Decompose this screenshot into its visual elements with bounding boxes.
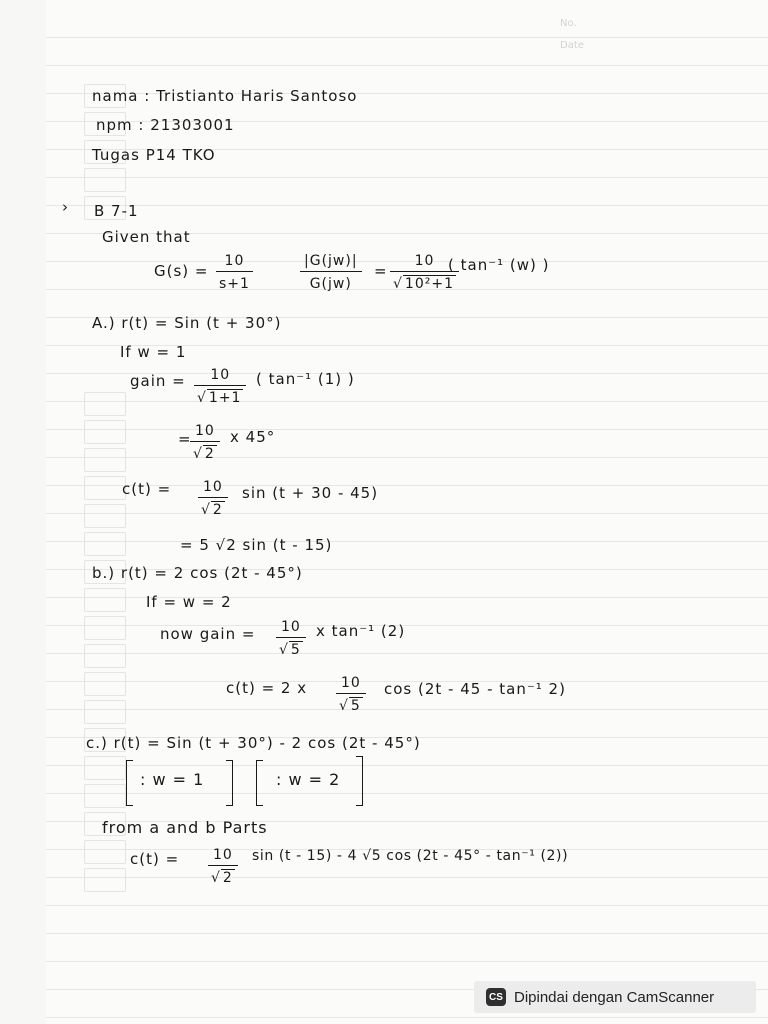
fraction-numerator: 10 xyxy=(414,253,435,269)
camscanner-logo-icon: CS xyxy=(486,988,506,1006)
right-bracket-2 xyxy=(356,756,363,806)
part-b-omega: If = w = 2 xyxy=(146,593,232,611)
fraction-denominator: 10²+1 xyxy=(404,276,454,292)
phase-expression: ( tan⁻¹ (w) ) xyxy=(448,256,550,274)
fraction-numerator: |G(jw)| xyxy=(304,253,358,269)
fraction-denominator: 2 xyxy=(222,870,233,886)
fraction-denominator: 1+1 xyxy=(208,390,242,406)
transfer-function-fraction xyxy=(216,252,253,293)
part-a-gain-phase: ( tan⁻¹ (1) ) xyxy=(256,370,355,388)
part-a-omega: If w = 1 xyxy=(120,343,187,361)
magnitude-fraction: 10 √ 10²+1 xyxy=(390,252,459,293)
fraction-denominator: 2 xyxy=(212,502,223,518)
no-field-label: No. xyxy=(560,18,577,29)
part-b-gain-fraction: 10 √ 5 xyxy=(276,618,306,659)
fraction-denominator: s+1 xyxy=(219,276,250,292)
part-a-output-label: c(t) = xyxy=(122,480,172,498)
part-b-gain-suffix: x tan⁻¹ (2) xyxy=(316,622,406,640)
fraction-numerator: 10 xyxy=(195,423,215,439)
part-a-step2-prefix: = xyxy=(178,430,192,448)
part-c-condition-1: : w = 1 xyxy=(140,770,205,789)
fraction-numerator: 10 xyxy=(213,847,233,863)
part-a-gain-label: gain = xyxy=(130,372,186,390)
fraction-numerator: 10 xyxy=(281,619,301,635)
magnitude-ratio-fraction xyxy=(300,252,362,293)
part-a-output-fraction: 10 √ 2 xyxy=(198,478,228,519)
left-bracket-1 xyxy=(126,760,133,806)
camscanner-text: Dipindai dengan CamScanner xyxy=(514,988,715,1006)
part-a-output-suffix: sin (t + 30 - 45) xyxy=(242,484,379,502)
left-bracket-2 xyxy=(256,760,263,806)
fraction-denominator: 5 xyxy=(350,698,361,714)
part-b-output-label: c(t) = 2 x xyxy=(226,679,308,697)
part-b-gain-label: now gain = xyxy=(160,625,256,643)
fraction-denominator: 2 xyxy=(204,446,215,462)
student-npm: npm : 21303001 xyxy=(96,116,235,134)
fraction-denominator: 5 xyxy=(290,642,301,658)
student-name: nama : Tristianto Haris Santoso xyxy=(92,87,358,105)
part-a-result: = 5 √2 sin (t - 15) xyxy=(180,536,333,554)
fraction-numerator: 10 xyxy=(224,253,245,269)
part-b-output-fraction: 10 √ 5 xyxy=(336,674,366,715)
given-label: Given that xyxy=(102,228,191,246)
part-c-output-suffix: sin (t - 15) - 4 √5 cos (2t - 45° - tan⁻¹ (2)) xyxy=(252,848,569,864)
assignment-title: Tugas P14 TKO xyxy=(92,146,216,164)
part-c-from-note: from a and b Parts xyxy=(102,818,268,837)
part-a-step2-suffix: x 45° xyxy=(230,428,276,446)
transfer-function-label: G(s) = xyxy=(154,262,209,280)
problem-marker: › xyxy=(62,198,69,216)
part-b-title: b.) r(t) = 2 cos (2t - 45°) xyxy=(92,564,303,582)
part-c-condition-2: : w = 2 xyxy=(276,770,341,789)
date-field-label: Date xyxy=(560,40,584,51)
part-a-gain-fraction: 10 √ 1+1 xyxy=(194,366,246,407)
part-c-output-fraction: 10 √ 2 xyxy=(208,846,238,887)
fraction-denominator: G(jw) xyxy=(309,276,352,292)
fraction-numerator: 10 xyxy=(210,367,231,383)
right-bracket-1 xyxy=(226,760,233,806)
part-a-title: A.) r(t) = Sin (t + 30°) xyxy=(92,314,282,332)
part-a-step2-fraction: 10 √ 2 xyxy=(190,422,220,463)
part-c-title: c.) r(t) = Sin (t + 30°) - 2 cos (2t - 45°) xyxy=(86,734,421,752)
part-c-output-label: c(t) = xyxy=(130,850,180,868)
problem-number: B 7-1 xyxy=(94,202,139,220)
fraction-numerator: 10 xyxy=(341,675,361,691)
part-b-output-suffix: cos (2t - 45 - tan⁻¹ 2) xyxy=(384,680,566,698)
margin-boxes xyxy=(46,0,90,1024)
camscanner-watermark xyxy=(474,981,756,1013)
fraction-numerator: 10 xyxy=(203,479,223,495)
equals-sign: = xyxy=(374,262,388,280)
